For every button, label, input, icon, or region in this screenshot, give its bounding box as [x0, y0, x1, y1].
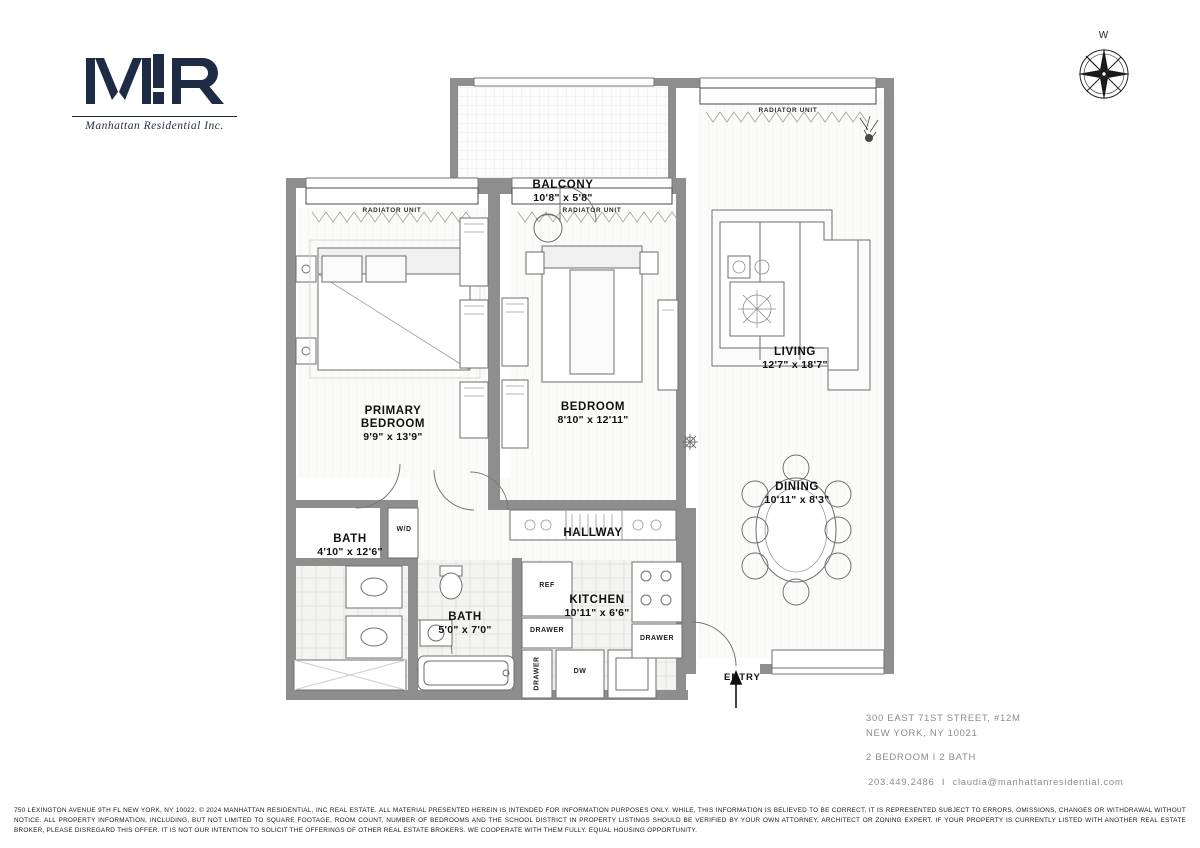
room-label-second-bath: BATH 5'0" x 7'0"	[438, 611, 492, 637]
compass	[1068, 30, 1140, 110]
entry-label: ENTRY	[724, 672, 761, 683]
room-label-living: LIVING 12'7" x 18'7"	[762, 346, 828, 372]
compass-rose-icon	[1073, 43, 1135, 105]
room-label-balcony: BALCONY 10'8" x 5'8"	[532, 179, 594, 205]
room-label-hallway: HALLWAY	[563, 527, 623, 539]
radiator-label-primary: RADIATOR UNIT	[362, 207, 422, 214]
radiator-label-bedroom: RADIATOR UNIT	[562, 207, 622, 214]
room-label-primary-bath: BATH 4'10" x 12'6"	[317, 533, 383, 559]
room-label-bedroom: BEDROOM 8'10" x 12'11"	[557, 401, 629, 427]
listing-beds-baths: 2 BEDROOM I 2 BATH	[866, 752, 977, 764]
listing-address-line2: NEW YORK, NY 10021	[866, 727, 978, 739]
refrigerator-label: REF	[539, 582, 555, 589]
listing-contact	[866, 776, 1166, 791]
footer-disclaimer: 750 LEXINGTON AVENUE 9TH FL NEW YORK, NY 10022. © 2024 MANHATTAN RESIDENTIAL, INC REAL ESTATE. ALL MATERIAL PRESENTED HEREIN IS INTENDED FOR INFORMATION PURPOSES ONLY. WHILE, THIS INFORMATION IS BELIEVED TO BE CORRECT, IT IS REPRESENTED SUBJECT TO ERRORS, OMISSIONS, CHANGES OR WITHDRAWAL WITHOUT NOTICE. ALL PROPERTY INFORMATION, INCLUDING, BUT NOT LIMITED TO SQUARE FOOTAGE, ROOM COUNT, NUMBER OF BEDROOMS AND THE SCHOOL DISTRICT IN PROPERTY LISTINGS SHOULD BE VERIFIED BY YOUR OWN ATTORNEY, ARCHITECT OR ZONING EXPERT. IF YOUR PROPERTY IS CURRENTLY LISTED WITH ANOTHER REAL ESTATE BROKER, PLEASE DISREGARD THIS OFFER. IT IS NOT OUR INTENTION TO SOLICIT THE OFFERINGS OF OTHER REAL ESTATE BROKERS. WE COOPERATE WITH THEM FULLY. EQUAL HOUSING OPPORTUNITY.	[14, 807, 1186, 834]
drawer-label-2: DRAWER	[533, 656, 541, 691]
company-logo	[72, 52, 237, 137]
listing-address-line1: 300 EAST 71ST STREET, #12M	[866, 713, 1021, 724]
logo-mark-icon	[80, 52, 230, 110]
compass-direction-label: W	[1098, 30, 1110, 41]
listing-phone[interactable]: 203.449.2486	[868, 777, 935, 789]
washer-dryer-label: W/D	[396, 526, 412, 533]
listing-email[interactable]: claudia@manhattanresidential.com	[952, 777, 1124, 789]
room-label-primary-bedroom: PRIMARY BEDROOM 9'9" x 13'9"	[360, 405, 426, 444]
dishwasher-label: DW	[573, 668, 587, 675]
room-label-kitchen: KITCHEN 10'11" x 6'6"	[564, 594, 630, 620]
listing-info	[866, 712, 1166, 791]
room-label-dining: DINING 10'11" x 8'3"	[764, 481, 830, 507]
floor-plan	[260, 60, 940, 710]
radiator-label-living: RADIATOR UNIT	[758, 107, 818, 114]
listing-separator: I	[941, 777, 946, 789]
drawer-label-1: DRAWER	[529, 627, 565, 634]
logo-monogram-svg	[80, 52, 230, 110]
drawer-label-3: DRAWER	[639, 635, 675, 642]
logo-company-name: Manhattan Residential Inc.	[72, 116, 237, 132]
